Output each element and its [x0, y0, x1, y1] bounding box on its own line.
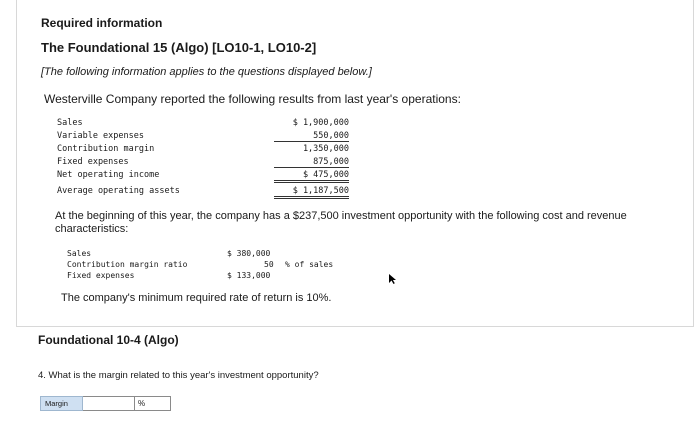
table-row [67, 249, 357, 260]
row-value: $ 1,900,000 [292, 118, 349, 128]
table-row [57, 170, 349, 183]
row-label: Contribution margin ratio [67, 260, 188, 269]
table-row [67, 260, 357, 271]
row-label: Average operating assets [57, 186, 180, 196]
table-row [57, 186, 349, 199]
row-value: $ 1,187,500 [274, 186, 349, 199]
section-title: Foundational 10-4 (Algo) [38, 333, 179, 347]
row-value: $ 380,000 [227, 249, 271, 258]
table-row [57, 118, 349, 131]
margin-answer-row [40, 396, 171, 411]
row-suffix: % of sales [285, 260, 334, 269]
instruction-note: [The following information applies to the questions displayed below.] [41, 66, 372, 78]
row-label: Variable expenses [57, 131, 144, 141]
row-value: $ 133,000 [227, 271, 271, 280]
required-information-panel [16, 0, 694, 327]
opportunity-text: At the beginning of this year, the company has a $237,500 investment opportunity with the following cost and revenue characteristics: [55, 210, 627, 235]
table-row [57, 157, 349, 170]
row-label: Sales [57, 118, 83, 128]
mouse-pointer-icon [389, 274, 397, 284]
problem-title: The Foundational 15 (Algo) [LO10-1, LO10-2] [41, 40, 317, 55]
intro-text: Westerville Company reported the following results from last year's operations: [44, 92, 461, 106]
row-value: 50 [264, 260, 274, 269]
margin-input[interactable] [83, 396, 135, 411]
financial-table [57, 118, 349, 199]
opportunity-table [67, 249, 357, 282]
row-label: Fixed expenses [67, 271, 135, 280]
row-value: $ 475,000 [274, 170, 349, 183]
required-info-heading: Required information [41, 16, 163, 30]
required-rate-text: The company's minimum required rate of return is 10%. [61, 292, 332, 304]
margin-label: Margin [40, 396, 83, 411]
row-value: 875,000 [274, 157, 349, 168]
row-label: Net operating income [57, 170, 160, 180]
table-row [57, 131, 349, 144]
row-label: Contribution margin [57, 144, 155, 154]
table-row [57, 144, 349, 157]
percent-unit: % [135, 396, 171, 411]
row-value: 550,000 [274, 131, 349, 142]
row-value: 1,350,000 [302, 144, 349, 154]
row-label: Sales [67, 249, 92, 258]
table-row [67, 271, 357, 282]
question-text: 4. What is the margin related to this year's investment opportunity? [38, 370, 319, 381]
row-label: Fixed expenses [57, 157, 129, 167]
